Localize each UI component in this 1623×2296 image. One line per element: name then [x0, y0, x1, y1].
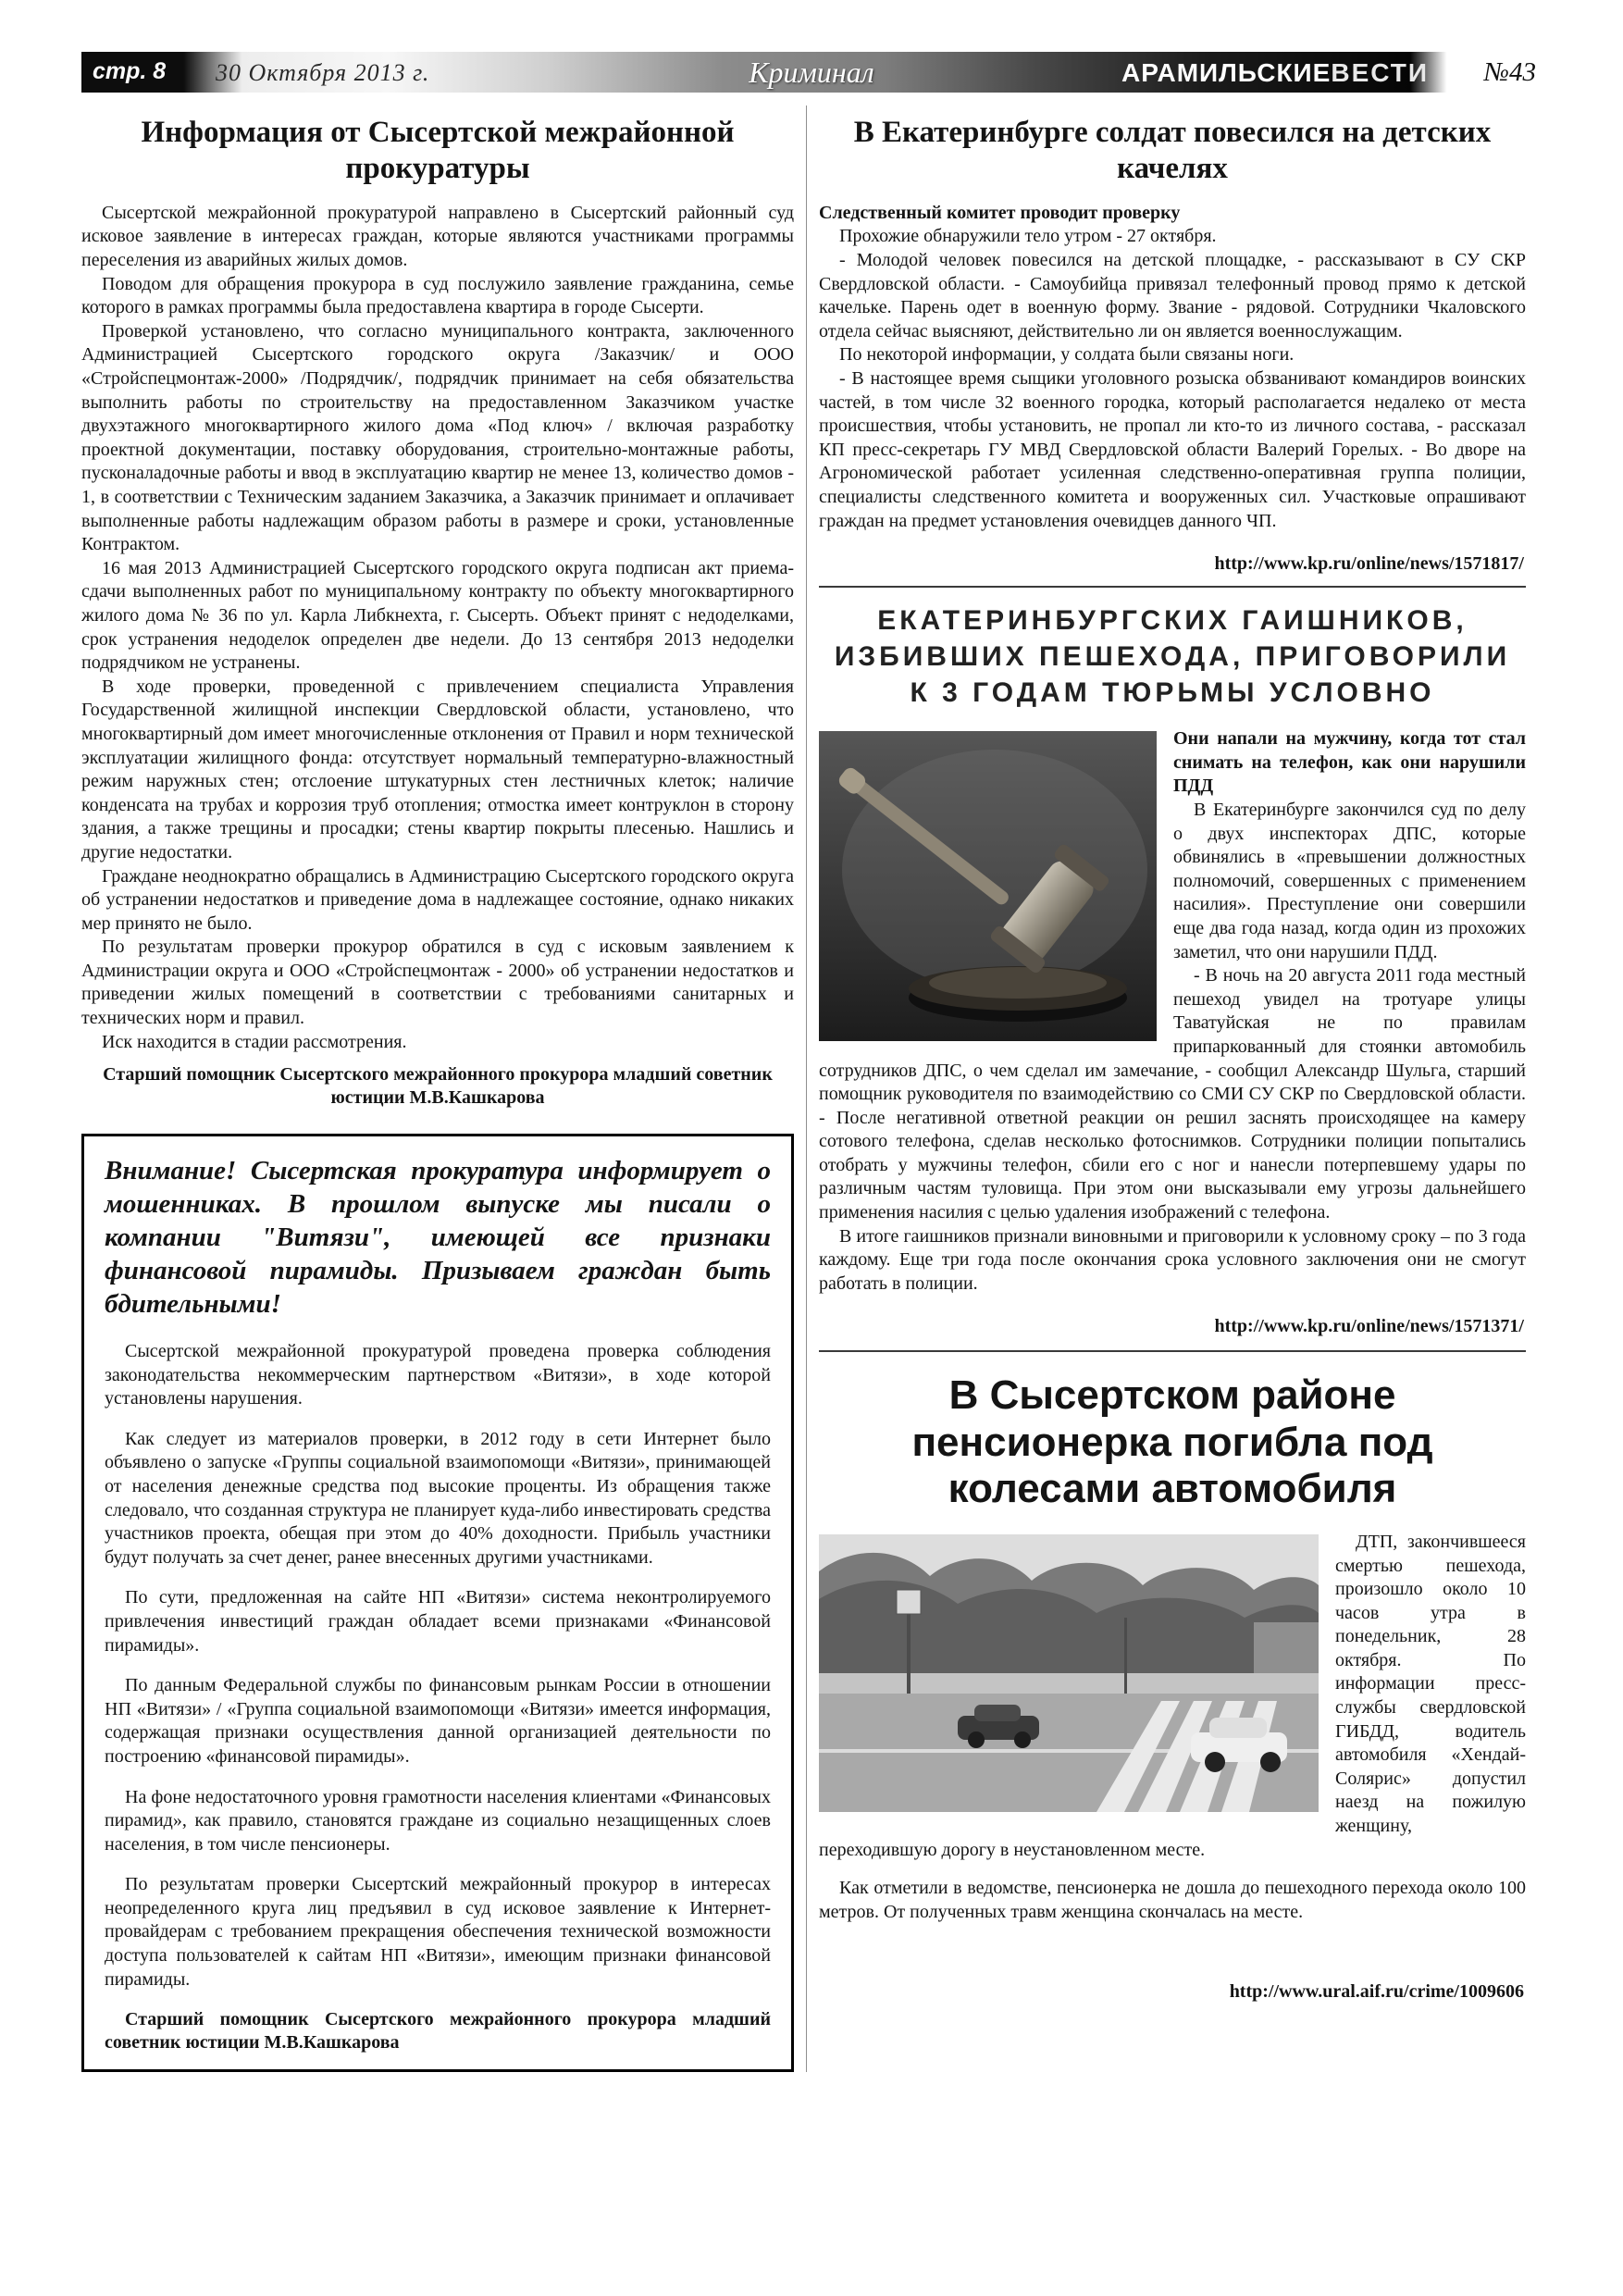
paragraph: По результатам проверки прокурор обратился в суд с исковым заявлением к Администрации округа и ООО «Стройспецмонтаж - 2000» об устранении недостатков и приведении жилых помещений в соответствии с требованиями санитарных и технических норм и правил.: [81, 937, 794, 1029]
article-soldier-suicide: [819, 115, 1526, 575]
paragraph: - В настоящее время сыщики уголовного розыска обзванивают командиров воинских частей, в том числе 32 военного городка, который располагается недалеко от места происшествия, чтобы установить, не пропал ли кто-то из личного состава, - рассказал КП пресс-секретарь ГУ МВД Свердловской области Валерий Горелых. - Во дворе на Агрономической работает усиленная следственно-оперативная группа полиции, специалисты следственного комитета и вооруженных сил. Участковые опрашивают граждан на предмет установления очевидцев данного ЧП.: [819, 368, 1526, 531]
paragraph: По некоторой информации, у солдата были связаны ноги.: [839, 344, 1295, 366]
paragraph: Как отметили в ведомстве, пенсионерка не дошла до пешеходного перехода около 100 метров. От полученных травм женщина скончалась на месте.: [819, 1878, 1526, 1922]
column-divider: [806, 105, 807, 2072]
paragraph: ДТП, закончившееся смертью пешехода, произошло около 10 часов утра в понедельник, 28 октября. По информации пресс-службы свердловской ГИБДД, водитель автомобиля «Хендай-Солярис» допустил наезд на пожилую женщину, переходившую дорогу в неустановленном месте.: [819, 1531, 1526, 1860]
warning-lead: Внимание! Сысертская прокуратура информирует о мошенниках. В прошлом выпуске мы писали о компании "Витязи", имеющей все признаки финансовой пирамиды. Призываем граждан быть бдительными!: [105, 1156, 771, 1320]
paragraph: По результатам проверки Сысертский межрайонный прокурор в интересах неопределенного круга лиц предъявил в суд исковое заявление к Интернет-провайдерам с требованием прекращения обеспечения технической возможности доступа пользователей к сайтам НП «Витязи», имеющим признаки финансовой пирамиды.: [105, 1874, 771, 1990]
warning-signature: Старший помощник Сысертского межрайонного прокурора младший советник юстиции М.В.Кашкарова: [105, 2009, 771, 2054]
newspaper-name: [1121, 58, 1429, 88]
article-title: В Сысертском районе пенсионерка погибла под колесами автомобиля: [911, 1372, 1433, 1511]
warning-body: [105, 1340, 771, 1992]
paragraph: Поводом для обращения прокурора в суд послужило заявление гражданина, семье которого в рамках программы была предоставлена квартира в городе Сысерти.: [81, 273, 794, 318]
issue-date: 30 Октября 2013 г.: [216, 59, 430, 86]
paragraph: - В ночь на 20 августа 2011 года местный пешеход увидел на тротуаре улицы Таватуйская не по правилам припаркованный для стоянки автомобиль сотрудников ДПС, о чем сделал им замечание, - сообщил Александр Шульга, старший помощник руководителя по взаимодействию со СМИ СУ СКР по Свердловской области. - После негативной ответной реакции он решил заснять происходящее на камеру сотового телефона, сделав несколько фотоснимков. Сотрудники полиции попытались отобрать у мужчины телефон, сбили его с ног и нанесли потерпевшему удары по различным частям туловища. При этом они высказывали ему угрозы дальнейшего применения насилия с целью удаления изображений с телефона.: [819, 965, 1526, 1223]
paragraph: В ходе проверки, проведенной с привлечением специалиста Управления Государственной жилищной инспекции Свердловской области, установлено, что многоквартирный дом имеет многочисленные отклонения от Правил и норм технической эксплуатации жилищного фонда: отсутствует нормальный температурно-влажностный режим наружных стен; отслоение штукатурных стен лестничных клеток; наличие конденсата на трубах и коррозия труб отопления; отмостка имеет контруклон в сторону здания, а также трещины и просадки; стены квартир покрыты плесенью. Нашлись и другие недостатки.: [81, 676, 794, 863]
article-body: [819, 225, 1526, 533]
paragraph: Граждане неоднократно обращались в Администрацию Сысертского городского округа об устранении недостатков и приведение дома в надлежащее состояние, однако никаких мер принято не было.: [81, 865, 794, 934]
source-link[interactable]: http://www.kp.ru/online/news/1571371/: [1214, 1316, 1524, 1337]
source-link[interactable]: http://www.ural.aif.ru/crime/1009606: [1229, 1981, 1524, 2003]
page-header: [81, 52, 1542, 93]
paragraph: На фоне недостаточного уровня грамотности населения клиентами «Финансовых пирамид», как правило, становятся граждане из социально незащищенных слоев населения, в том числе пенсионеры.: [105, 1786, 771, 1855]
paragraph: - Молодой человек повесился на детской площадке, - рассказывают в СУ СКР Свердловской области. - Самоубийца привязал телефонный провод прямо к детской качельке. Парень одет в военную форму. Звание - рядовой. Сотрудники Чкаловского отдела сейчас выясняют, действительно ли он является военнослужащим.: [819, 250, 1526, 341]
paragraph: Сысертской межрайонной прокуратурой проведена проверка соблюдения законодательства некоммерческим партнерством «Витязи», в ходе которой установлены нарушения.: [105, 1341, 771, 1409]
masthead-part1: АРАМИЛЬСКИЕ: [1121, 58, 1332, 87]
article-title-prosecutor-info: Информация от Сысертской межрайонной прокуратуры: [141, 116, 735, 185]
paragraph: Прохожие обнаружили тело утром - 27 октября.: [839, 226, 1217, 247]
article-lead: Они напали на мужчину, когда тот стал снимать на телефон, как они нарушили ПДД: [1173, 728, 1526, 797]
paragraph: В итоге гаишников признали виновными и приговорили к условному сроку – по 3 года каждому. Еще три года после окончания срока условного заключения они не смогут работать в полиции.: [819, 1225, 1526, 1294]
paragraph: По сути, предложенная на сайте НП «Витязи» система неконтролируемого привлечения инвестиций граждан обладает всеми признаками «Финансовой пирамиды».: [105, 1587, 771, 1656]
article-body: [819, 1531, 1526, 1940]
source-link[interactable]: http://www.kp.ru/online/news/1571817/: [1214, 553, 1524, 575]
paragraph: Проверкой установлено, что согласно муниципального контракта, заключенного Администрацией Сысертского городского округа /Заказчик/ и ООО «Стройспецмонтаж-2000» /Подрядчик/, подрядчик принимает на себя обязательства выполнить работы по строительству на предоставленном Заказчиком участке двухэтажного многоквартирного жилого дома «Под ключ» / включая разработку проектной документации, поставку оборудования, строительно-монтажные работы, пусконаладочные работы и ввод в эксплуатацию квартир не менее 13, количество домов - 1, в соответствии с Техническим заданием Заказчика, а Заказчик принимает и оплачивает выполненные работы надлежащим образом работы в размере и сроки, установленные Контрактом.: [81, 320, 794, 555]
gavel-illustration: [819, 731, 1157, 1041]
paragraph: Иск находится в стадии рассмотрения.: [102, 1031, 407, 1052]
paragraph: 16 мая 2013 Администрацией Сысертского городского округа подписан акт приема-сдачи выполненных работ по муниципальному контракту по объекту многоквартирного жилого дома № 36 по ул. Карла Либкнехта, г. Сысерть. Объект принят с недоделками, срок устранения недоделок определен две недели. До 13 сентября 2013 недоделки подрядчиком не устранены.: [81, 557, 794, 674]
article-pedestrian-killed: [819, 1350, 1526, 2003]
article-signature: Старший помощник Сысертского межрайонного прокурора младший советник юстиции М.В.Кашкарова: [103, 1064, 773, 1109]
right-column: [819, 102, 1526, 2072]
paragraph: Как следует из материалов проверки, в 2012 году в сети Интернет было объявлено о запуске «Группы социальной взаимопомощи «Витязи», принимающей от населения денежные средства под высокие проценты. Из обращения также следовало, что созданная структура не планирует куда-либо инвестировать средства участников проекта, обещая при этом до 40% доходности. Прибыль участники будут получать за счет денег, ранее внесенных другими участниками.: [105, 1428, 771, 1568]
fraud-warning-box: [81, 1134, 794, 2072]
issue-number: №43: [1483, 57, 1536, 87]
gavel-photo: [819, 731, 1157, 1041]
article-traffic-police-sentenced: [819, 586, 1526, 1337]
article-body: [819, 727, 1526, 1296]
paragraph: По данным Федеральной службы по финансовым рынкам России в отношении НП «Витязи» / «Группа социальной взаимопомощи «Витязи» имеется информация, содержащая признаки осуществления данной организацией деятельности по построению «финансовой пирамиды».: [105, 1675, 771, 1767]
paragraph: Сысертской межрайонной прокуратурой направлено в Сысертский районный суд исковое заявление в интересах граждан, которые являются участниками программы переселения из аварийных жилых домов.: [81, 202, 794, 271]
street-scene-illustration: [819, 1534, 1319, 1812]
accident-scene-photo: [819, 1534, 1319, 1812]
page-number: стр. 8: [93, 58, 167, 84]
masthead-part2: ВЕСТИ: [1331, 58, 1429, 87]
article-title: ЕКАТЕРИНБУРГСКИХ ГАИШНИКОВ, ИЗБИВШИХ ПЕШЕХОДА, ПРИГОВОРИЛИ К 3 ГОДАМ ТЮРЬМЫ УСЛОВНО: [834, 605, 1511, 709]
left-column: [81, 102, 794, 2072]
page-content: [81, 52, 1542, 2072]
section-title: Криминал: [749, 56, 874, 89]
paragraph: В Екатеринбурге закончился суд по делу о двух инспекторах ДПС, которые обвинялись в «превышении должностных полномочий, совершенных с применением насилия». Преступление они совершили еще два года назад, когда один из прохожих заметил, что они нарушили ПДД.: [1173, 799, 1526, 962]
article-title: В Екатеринбурге солдат повесился на детских качелях: [853, 116, 1492, 185]
article-lead: Следственный комитет проводит проверку: [819, 202, 1181, 223]
article-body-prosecutor-info: [81, 202, 794, 1054]
